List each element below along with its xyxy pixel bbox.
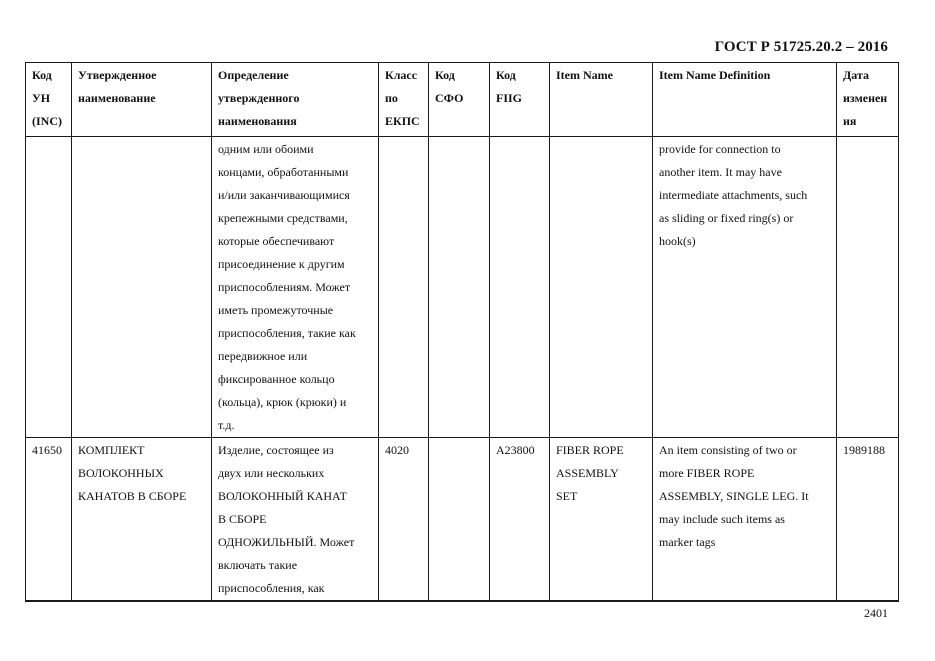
cell-text-line: наименование [78, 91, 156, 105]
page-number: 2401 [864, 606, 888, 620]
cell-text-line: Item Name Definition [659, 68, 771, 82]
table-header-row [26, 63, 899, 137]
table-row [26, 137, 899, 438]
table-cell-definition [212, 438, 379, 602]
table-cell-item-definition [653, 137, 837, 438]
cell-text-line: приспособлениям. Может [218, 280, 351, 294]
cell-text-line: крепежными средствами, [218, 211, 348, 225]
column-header [26, 63, 72, 137]
cell-text-line: SET [556, 489, 578, 503]
cell-text-line: Item Name [556, 68, 613, 82]
cell-text-line: (INC) [32, 114, 62, 128]
document-code: ГОСТ Р 51725.20.2 – 2016 [714, 39, 888, 55]
cell-text-line: ВОЛОКОННЫЙ КАНАТ [218, 489, 347, 503]
table-cell-approved-name [72, 438, 212, 602]
cell-text-line: 1989188 [843, 443, 885, 457]
cell-text-line: иметь промежуточные [218, 303, 334, 317]
cell-text-line: КАНАТОВ В СБОРЕ [78, 489, 187, 503]
table-cell-change-date [837, 438, 899, 602]
cell-text-line: ЕКПС [385, 114, 420, 128]
cell-text-line: и/или заканчивающимися [218, 188, 350, 202]
cell-text-line: ОДНОЖИЛЬНЫЙ. Может [218, 535, 355, 549]
table-cell-inc [26, 438, 72, 602]
column-header [429, 63, 490, 137]
cell-text-line: FIIG [496, 91, 523, 105]
cell-text-line: двух или нескольких [218, 466, 325, 480]
cell-text-line: Утвержденное [78, 68, 157, 82]
table-cell-item-name [550, 137, 653, 438]
cell-text-line: приспособления, как [218, 581, 325, 595]
table-cell-change-date [837, 137, 899, 438]
table-cell-class [379, 438, 429, 602]
cell-text-line: которые обеспечивают [218, 234, 335, 248]
cell-text-line: Определение [218, 68, 289, 82]
cell-text-line: 41650 [32, 443, 62, 457]
cell-text-line: as sliding or fixed ring(s) or [659, 211, 794, 225]
cell-text-line: одним или обоими [218, 142, 314, 156]
cell-text-line: Изделие, состоящее из [218, 443, 334, 457]
cell-text-line: ия [843, 114, 857, 128]
table-cell-approved-name [72, 137, 212, 438]
cell-text-line: Код [32, 68, 52, 82]
table-cell-class [379, 137, 429, 438]
cell-text-line: marker tags [659, 535, 716, 549]
cell-text-line: В СБОРЕ [218, 512, 267, 526]
table-cell-sfo [429, 137, 490, 438]
cell-text-line: Код [496, 68, 516, 82]
cell-text-line: A23800 [496, 443, 535, 457]
column-header [212, 63, 379, 137]
cell-text-line: intermediate attachments, such [659, 188, 808, 202]
cell-text-line: may include such items as [659, 512, 785, 526]
cell-text-line: Дата [843, 68, 869, 82]
cell-text-line: концами, обработанными [218, 165, 349, 179]
cell-text-line: КОМПЛЕКТ [78, 443, 145, 457]
cell-text-line: изменен [843, 91, 888, 105]
cell-text-line: включать такие [218, 558, 298, 572]
column-header [837, 63, 899, 137]
table-cell-sfo [429, 438, 490, 602]
table-cell-fiig [490, 137, 550, 438]
cell-text-line: т.д. [218, 418, 235, 432]
cell-text-line: утвержденного [218, 91, 300, 105]
column-header [550, 63, 653, 137]
table-cell-item-name [550, 438, 653, 602]
cell-text-line: приспособления, такие как [218, 326, 356, 340]
table-cell-inc [26, 137, 72, 438]
table-cell-definition [212, 137, 379, 438]
cell-text-line: УН [32, 91, 51, 105]
cell-text-line: наименования [218, 114, 297, 128]
cell-text-line: FIBER ROPE [556, 443, 624, 457]
cell-text-line: фиксированное кольцо [218, 372, 335, 386]
column-header [653, 63, 837, 137]
cell-text-line: more FIBER ROPE [659, 466, 755, 480]
cell-text-line: СФО [435, 91, 464, 105]
table-cell-item-definition [653, 438, 837, 602]
cell-text-line: передвижное или [218, 349, 308, 363]
cell-text-line: Код [435, 68, 455, 82]
column-header [72, 63, 212, 137]
cell-text-line: hook(s) [659, 234, 696, 248]
cell-text-line: Класс [385, 68, 418, 82]
catalog-table [25, 62, 899, 602]
column-header [379, 63, 429, 137]
cell-text-line: provide for connection to [659, 142, 781, 156]
table-cell-fiig [490, 438, 550, 602]
cell-text-line: 4020 [385, 443, 409, 457]
cell-text-line: another item. It may have [659, 165, 782, 179]
cell-text-line: ASSEMBLY, SINGLE LEG. It [659, 489, 809, 503]
column-header [490, 63, 550, 137]
cell-text-line: по [385, 91, 398, 105]
cell-text-line: (кольца), крюк (крюки) и [218, 395, 347, 409]
cell-text-line: ASSEMBLY [556, 466, 619, 480]
cell-text-line: присоединение к другим [218, 257, 345, 271]
table-row [26, 438, 899, 602]
cell-text-line: ВОЛОКОННЫХ [78, 466, 164, 480]
cell-text-line: An item consisting of two or [659, 443, 797, 457]
